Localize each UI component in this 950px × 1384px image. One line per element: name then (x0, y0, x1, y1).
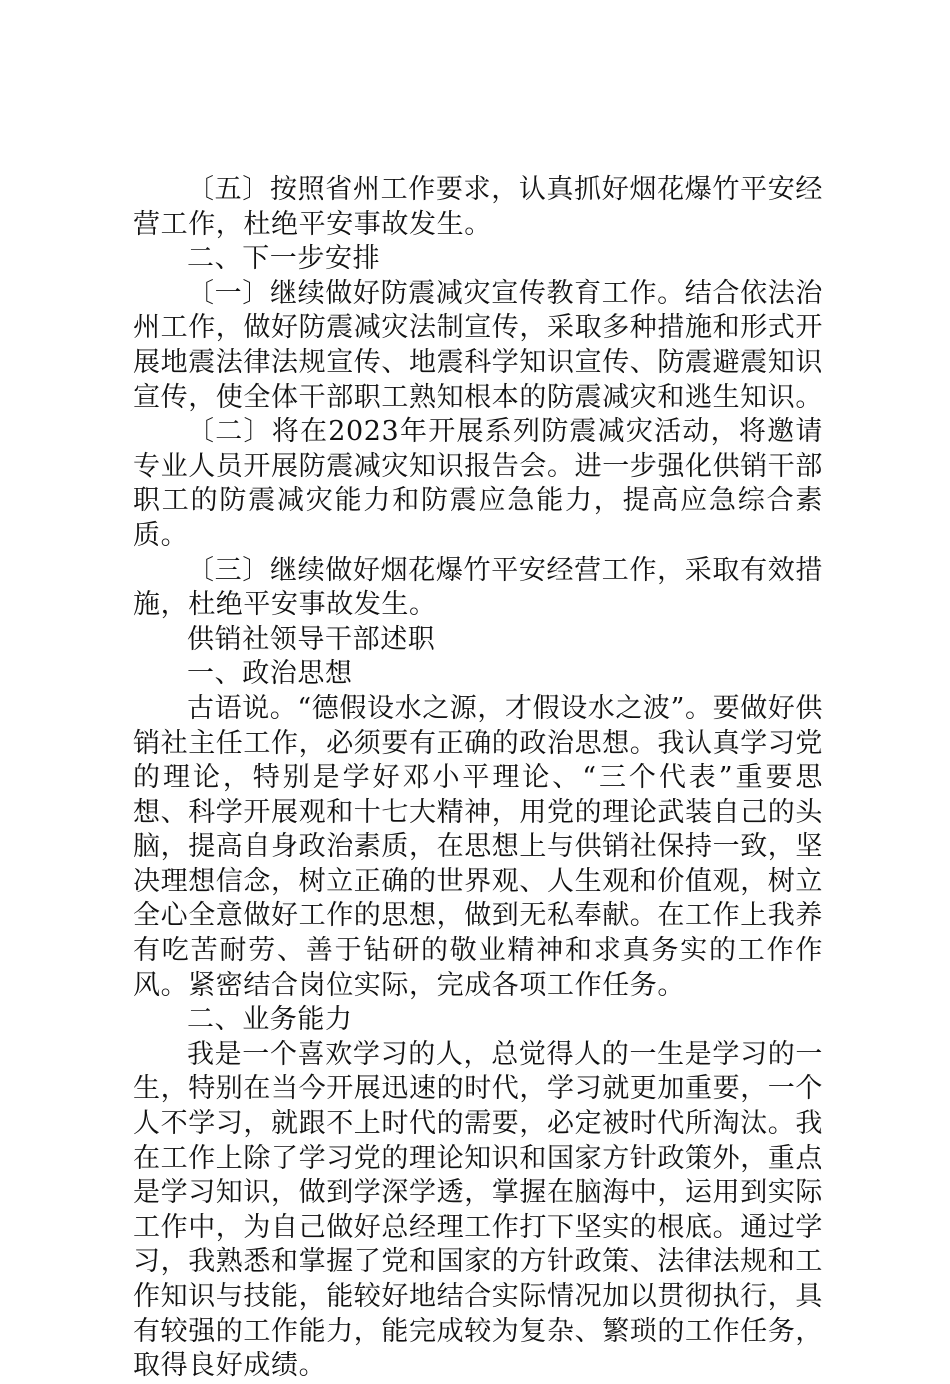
paragraph-business-ability: 我是一个喜欢学习的人，总觉得人的一生是学习的一生，特别在当今开展迅速的时代，学习就更加重要，一个人不学习，就跟不上时代的需要，必定被时代所淘汰。我在工作上除了学习党的理论知识和国家方针政策外，重点是学习知识，做到学深学透，掌握在脑海中，运用到实际工作中，为自己做好总经理工作打下坚实的根底。通过学习，我熟悉和掌握了党和国家的方针政策、法律法规和工作知识与技能，能较好地结合实际情况加以贯彻执行，具有较强的工作能力，能完成较为复杂、繁琐的工作任务，取得良好成绩。 (133, 1038, 823, 1382)
heading-political-thought: 一、政治思想 (187, 658, 353, 690)
paragraph-fireworks-safety: 〔三〕继续做好烟花爆竹平安经营工作，采取有效措施，杜绝平安事故发生。 (133, 554, 823, 621)
paragraph-political-thought: 古语说。“德假设水之源，才假设水之波”。要做好供销社主任工作，必须要有正确的政治思想。我认真学习党的理论，特别是学好邓小平理论、“三个代表”重要思想、科学开展观和十七大精神，用党的理论武装自己的头脑，提高自身政治素质，在思想上与供销社保持一致，坚决理想信念，树立正确的世界观、人生观和价值观，树立全心全意做好工作的思想，做到无私奉献。在工作上我养有吃苦耐劳、善于钻研的敬业精神和求真务实的工作作风。紧密结合岗位实际，完成各项工作任务。 (133, 692, 824, 1001)
paragraph-earthquake-activities: 〔二〕将在2023年开展系列防震减灾活动，将邀请专业人员开展防震减灾知识报告会。进一步强化供销干部职工的防震减灾能力和防震应急能力，提高应急综合素质。 (133, 416, 823, 551)
heading-report-title: 供销社领导干部述职 (187, 623, 436, 655)
heading-next-steps: 二、下一步安排 (187, 243, 381, 275)
document-body (133, 173, 823, 1384)
paragraph-earthquake-education: 〔一〕继续做好防震减灾宣传教育工作。结合依法治州工作，做好防震减灾法制宣传，采取多种措施和形式开展地震法律法规宣传、地震科学知识宣传、防震避震知识宣传，使全体干部职工熟知根本的防震减灾和逃生知识。 (133, 277, 823, 413)
heading-business-ability: 二、业务能力 (187, 1004, 353, 1036)
paragraph-safety-fireworks: 〔五〕按照省州工作要求，认真抓好烟花爆竹平安经营工作，杜绝平安事故发生。 (133, 174, 823, 240)
